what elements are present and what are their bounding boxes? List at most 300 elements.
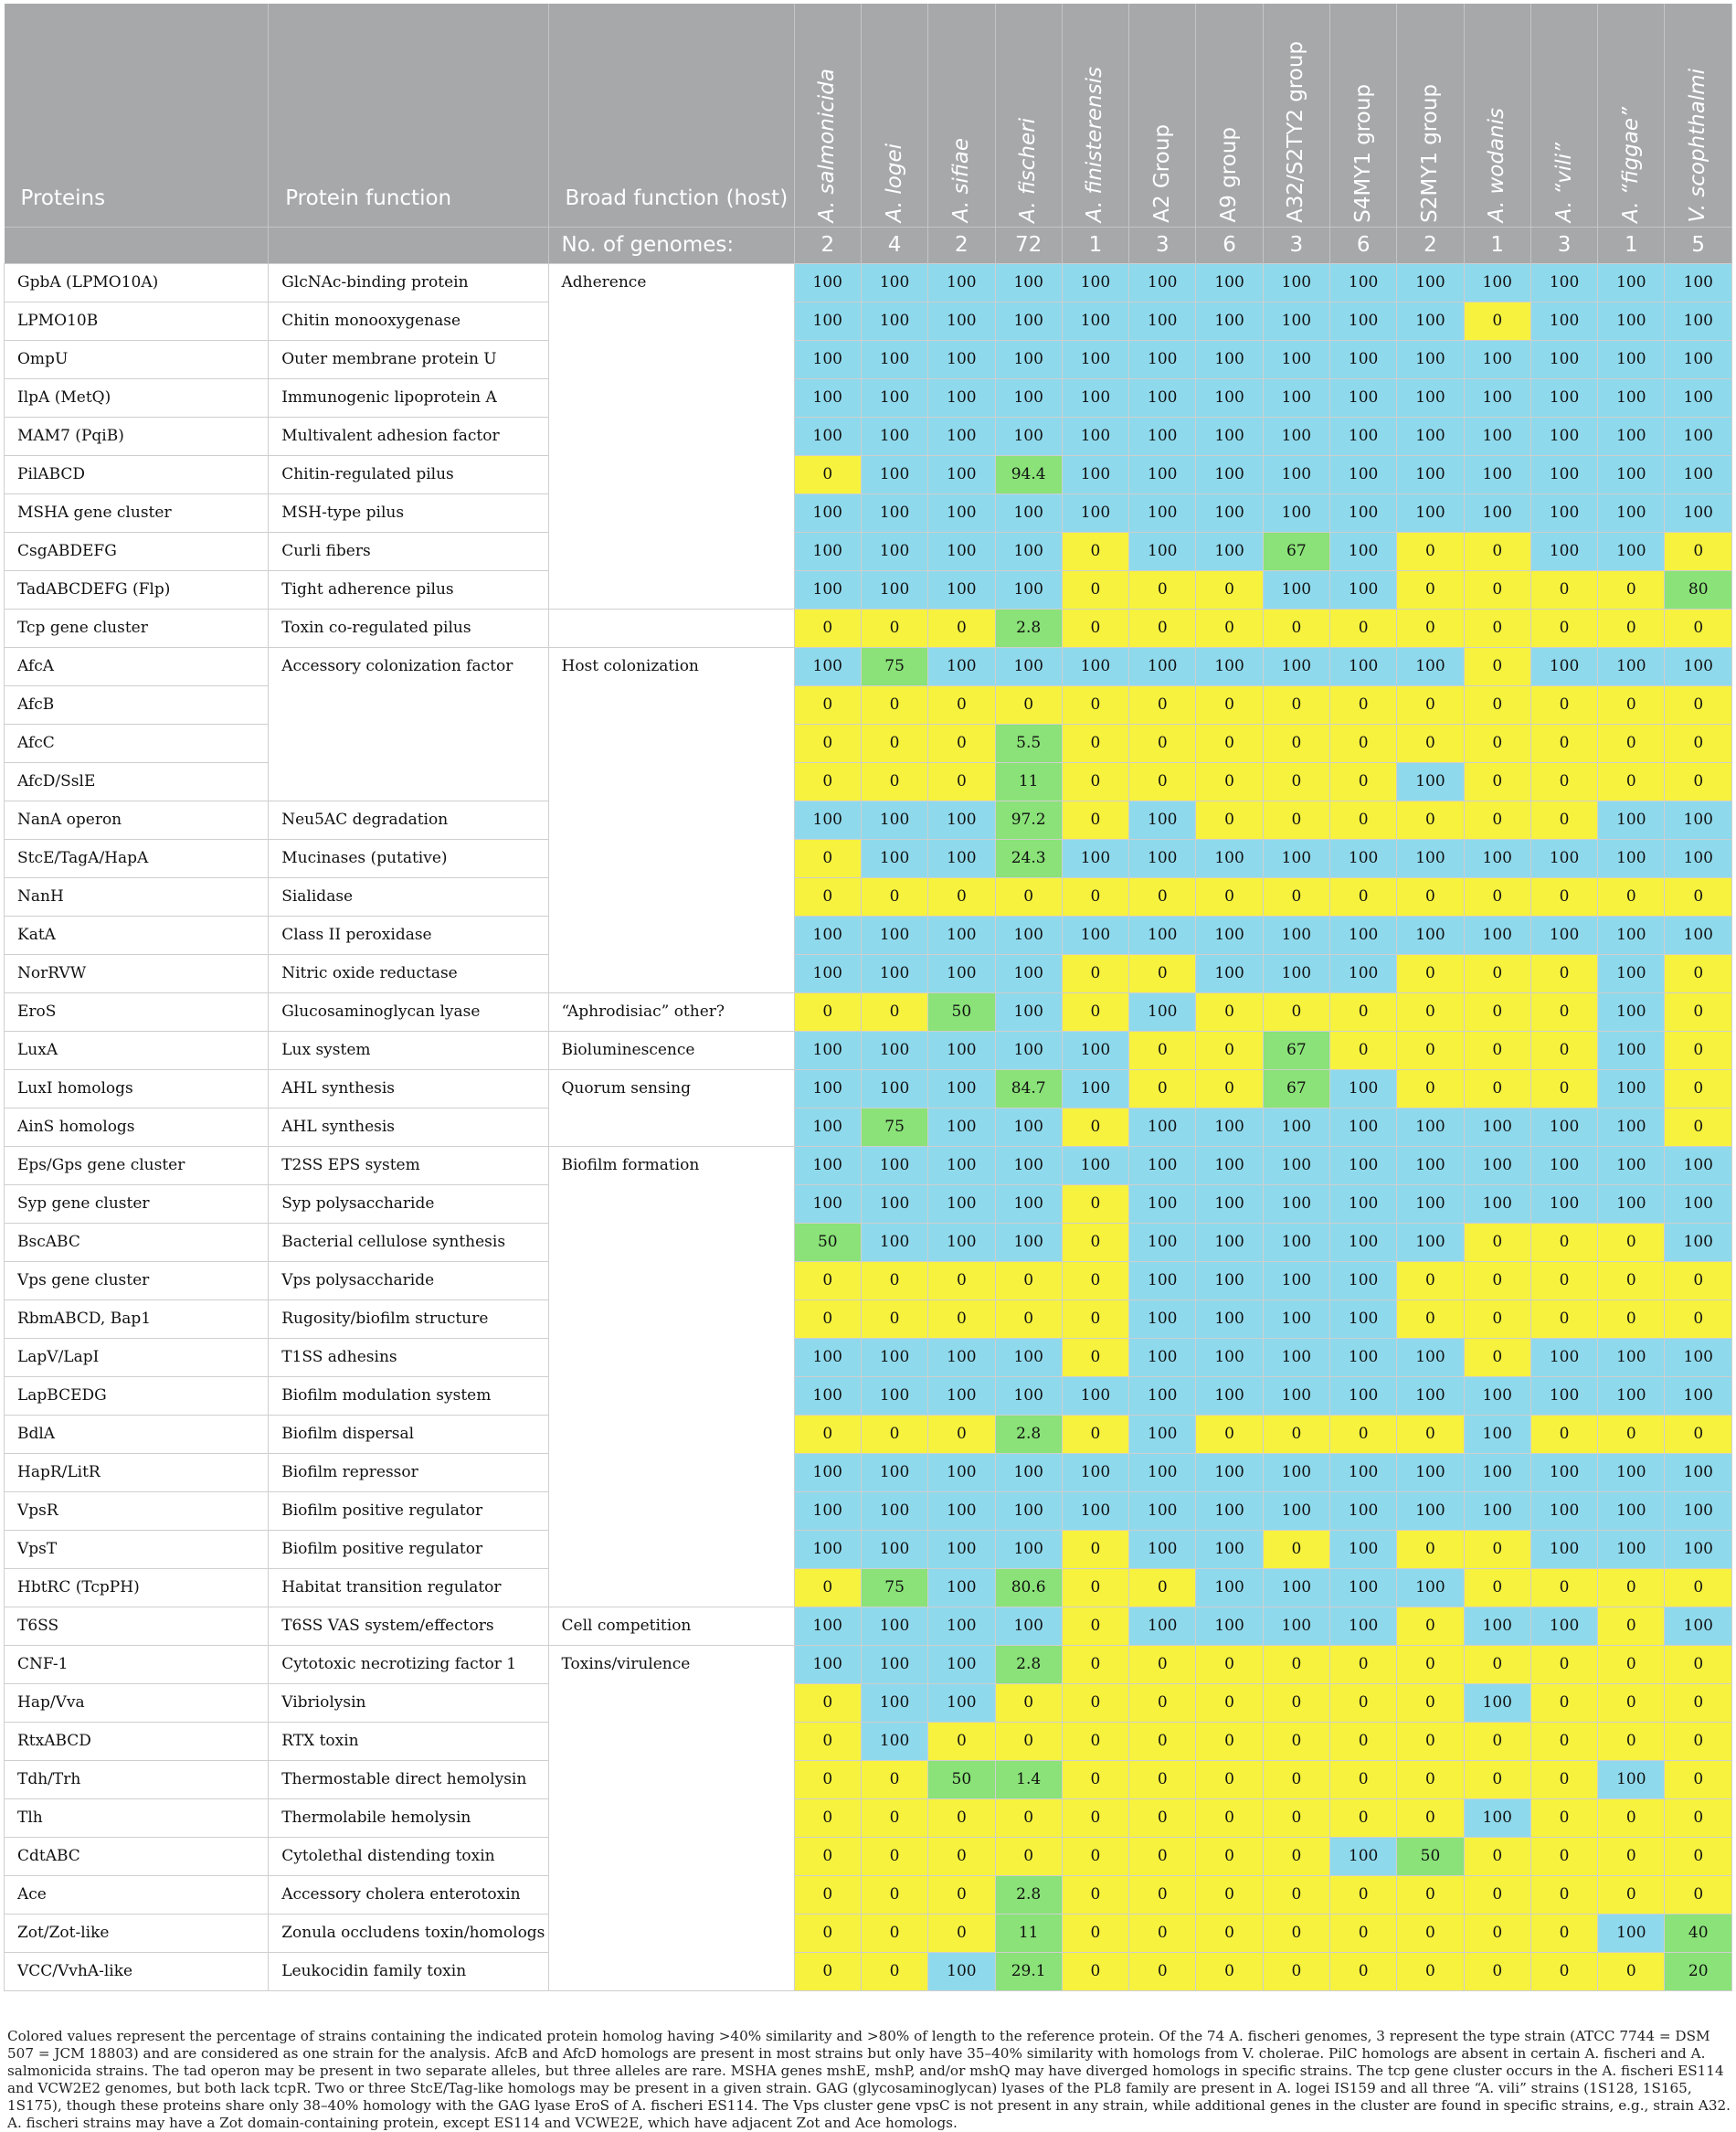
value-cell: 0 <box>1196 992 1263 1031</box>
value-cell: 100 <box>995 1146 1062 1184</box>
table-footnote: Colored values represent the percentage of strains containing the indicated protein homolog having >40% similarity and >80% of length to the reference protein. Of the 74 A. fischeri genomes, 3 represent the type strain (ATCC 7744 = DSM 507 = JCM 18803) and are considered as one strain for the analysis. AfcB and AfcD homologs are present in most strains but only have 35–40% similarity with homologs from V. cholerae. PilC homologs are absent in certain A. fischeri and A. salmonicida strains. The tad operon may be present in two separate alleles, but three alleles are rare. MSHA genes mshE, mshP, and/or mshQ may have diverged homologs in specific strains. The tcp gene cluster occurs in the A. fischeri ES114 and VCW2E2 genomes, but both lack tcpR. Two or three StcE/Tag-like homologs may be present in a given strain. GAG (glycosaminoglycan) lyases of the PL8 family are present in A. logei IS159 and all three “A. vili” strains (1S128, 1S165, 1S175), though these proteins share only 38–40% homology with the GAG lyase EroS of A. fischeri ES114. The Vps cluster gene vpsC is not present in any strain, while additional genes in the cluster are found in specific strains, e.g., strain A32. A. fischeri strains may have a Zot domain-containing protein, except ES114 and VCWE2E, which have adjacent Zot and Ace homologs. <box>7 2028 1731 2131</box>
value-cell: 100 <box>1397 1146 1464 1184</box>
table-row <box>5 1223 1732 1261</box>
value-cell: 100 <box>1665 493 1732 532</box>
value-cell: 100 <box>861 417 927 455</box>
value-cell: 0 <box>1062 570 1128 609</box>
value-cell: 0 <box>1263 1914 1329 1952</box>
value-cell: 100 <box>861 1338 927 1376</box>
value-cell: 100 <box>1665 839 1732 877</box>
value-cell: 100 <box>794 1645 861 1683</box>
value-cell: 100 <box>794 1530 861 1568</box>
value-cell: 0 <box>1464 1645 1530 1683</box>
value-cell: 100 <box>1665 417 1732 455</box>
table-row <box>5 916 1732 954</box>
value-cell: 100 <box>1397 916 1464 954</box>
value-cell: 0 <box>1062 1568 1128 1607</box>
value-cell: 0 <box>1062 1645 1128 1683</box>
value-cell: 0 <box>1464 1299 1530 1338</box>
value-cell: 100 <box>1397 302 1464 340</box>
value-cell: 0 <box>1263 1875 1329 1914</box>
value-cell: 100 <box>1665 1223 1732 1261</box>
protein-name: PilABCD <box>5 455 269 493</box>
value-cell: 100 <box>1530 839 1597 877</box>
value-cell: 100 <box>861 1031 927 1069</box>
table-row <box>5 762 1732 801</box>
value-cell: 0 <box>1196 724 1263 762</box>
value-cell: 100 <box>1196 340 1263 378</box>
value-cell: 100 <box>1530 1453 1597 1491</box>
value-cell: 100 <box>1330 532 1397 570</box>
table-row <box>5 647 1732 685</box>
value-cell: 0 <box>1397 685 1464 724</box>
value-cell: 0 <box>1397 1031 1464 1069</box>
value-cell: 0 <box>1062 1607 1128 1645</box>
value-cell: 100 <box>1598 1453 1665 1491</box>
protein-function: T6SS VAS system/effectors <box>269 1607 548 1645</box>
value-cell: 0 <box>1464 302 1530 340</box>
value-cell: 100 <box>1330 417 1397 455</box>
genome-count-spacer-2 <box>269 227 548 263</box>
protein-function: Biofilm positive regulator <box>269 1491 548 1530</box>
table-row <box>5 1338 1732 1376</box>
value-cell: 29.1 <box>995 1952 1062 1990</box>
value-cell: 100 <box>1397 417 1464 455</box>
value-cell: 100 <box>794 1338 861 1376</box>
value-cell: 100 <box>1129 1223 1196 1261</box>
value-cell: 100 <box>794 1069 861 1108</box>
value-cell: 100 <box>1062 1146 1128 1184</box>
value-cell: 84.7 <box>995 1069 1062 1108</box>
table-row <box>5 992 1732 1031</box>
value-cell: 0 <box>1397 1261 1464 1299</box>
value-cell: 0 <box>1397 1914 1464 1952</box>
value-cell: 0 <box>794 724 861 762</box>
table-row <box>5 1952 1732 1990</box>
value-cell: 94.4 <box>995 455 1062 493</box>
value-cell: 0 <box>1129 724 1196 762</box>
value-cell: 100 <box>928 493 995 532</box>
value-cell: 100 <box>1665 340 1732 378</box>
value-cell: 0 <box>861 1837 927 1875</box>
value-cell: 100 <box>794 801 861 839</box>
value-cell: 0 <box>1464 954 1530 992</box>
value-cell: 100 <box>928 1031 995 1069</box>
column-header <box>1598 4 1665 227</box>
value-cell: 67 <box>1263 1031 1329 1069</box>
value-cell: 0 <box>1530 801 1597 839</box>
value-cell: 0 <box>794 1760 861 1798</box>
value-cell: 100 <box>1263 1376 1329 1415</box>
value-cell: 100 <box>861 1453 927 1491</box>
value-cell: 100 <box>1263 1491 1329 1530</box>
value-cell: 0 <box>861 609 927 647</box>
value-cell: 0 <box>1129 1568 1196 1607</box>
value-cell: 0 <box>1062 1683 1128 1722</box>
value-cell: 100 <box>928 340 995 378</box>
value-cell: 100 <box>1530 1184 1597 1223</box>
value-cell: 0 <box>1530 1798 1597 1837</box>
value-cell: 100 <box>1464 417 1530 455</box>
value-cell: 0 <box>1530 1645 1597 1683</box>
value-cell: 100 <box>1196 1223 1263 1261</box>
value-cell: 100 <box>995 1108 1062 1146</box>
value-cell: 0 <box>1062 801 1128 839</box>
column-header <box>995 4 1062 227</box>
value-cell: 0 <box>1530 1223 1597 1261</box>
value-cell: 100 <box>1263 839 1329 877</box>
value-cell: 0 <box>1665 1645 1732 1683</box>
value-cell: 0 <box>1464 609 1530 647</box>
protein-name: LuxI homologs <box>5 1069 269 1108</box>
value-cell: 100 <box>1397 455 1464 493</box>
value-cell: 100 <box>1665 647 1732 685</box>
value-cell: 0 <box>928 724 995 762</box>
table-row <box>5 1299 1732 1338</box>
value-cell: 0 <box>1598 762 1665 801</box>
broad-function: Host colonization <box>548 647 794 992</box>
protein-function: Accessory colonization factor <box>269 647 548 801</box>
value-cell: 100 <box>1464 1491 1530 1530</box>
value-cell: 0 <box>1129 877 1196 916</box>
value-cell: 100 <box>794 1031 861 1069</box>
value-cell: 100 <box>1062 378 1128 417</box>
value-cell: 0 <box>928 1415 995 1453</box>
value-cell: 0 <box>1263 1530 1329 1568</box>
genome-count: 3 <box>1129 227 1196 263</box>
value-cell: 100 <box>1598 417 1665 455</box>
value-cell: 0 <box>995 685 1062 724</box>
value-cell: 0 <box>794 1914 861 1952</box>
protein-name: GpbA (LPMO10A) <box>5 263 269 302</box>
value-cell: 0 <box>1196 570 1263 609</box>
value-cell: 0 <box>1397 1875 1464 1914</box>
value-cell: 0 <box>995 1837 1062 1875</box>
value-cell: 100 <box>1665 1376 1732 1415</box>
value-cell: 0 <box>794 609 861 647</box>
value-cell: 100 <box>1129 378 1196 417</box>
value-cell: 0 <box>1665 1568 1732 1607</box>
value-cell: 0 <box>1598 609 1665 647</box>
value-cell: 100 <box>1464 1683 1530 1722</box>
value-cell: 100 <box>1530 493 1597 532</box>
value-cell: 100 <box>995 263 1062 302</box>
value-cell: 100 <box>1530 1491 1597 1530</box>
value-cell: 0 <box>1665 609 1732 647</box>
value-cell: 100 <box>1062 647 1128 685</box>
value-cell: 0 <box>1062 1798 1128 1837</box>
value-cell: 100 <box>861 1530 927 1568</box>
value-cell: 100 <box>1598 263 1665 302</box>
protein-name: NanH <box>5 877 269 916</box>
value-cell: 100 <box>1598 801 1665 839</box>
value-cell: 100 <box>1330 1069 1397 1108</box>
genome-count-row <box>5 227 1732 263</box>
value-cell: 0 <box>1397 1683 1464 1722</box>
value-cell: 0 <box>995 1798 1062 1837</box>
value-cell: 100 <box>794 1184 861 1223</box>
value-cell: 100 <box>1330 1299 1397 1338</box>
protein-name: EroS <box>5 992 269 1031</box>
value-cell: 0 <box>794 877 861 916</box>
value-cell: 100 <box>794 263 861 302</box>
value-cell: 100 <box>1129 992 1196 1031</box>
value-cell: 0 <box>1330 1645 1397 1683</box>
protein-function: Bacterial cellulose synthesis <box>269 1223 548 1261</box>
value-cell: 100 <box>1062 839 1128 877</box>
table-row <box>5 1683 1732 1722</box>
protein-name: HbtRC (TcpPH) <box>5 1568 269 1607</box>
value-cell: 0 <box>1530 992 1597 1031</box>
value-cell: 0 <box>1598 877 1665 916</box>
value-cell: 100 <box>995 1031 1062 1069</box>
column-header-label: A2 Group <box>1149 123 1174 223</box>
protein-name: Tcp gene cluster <box>5 609 269 647</box>
value-cell: 100 <box>1464 493 1530 532</box>
value-cell: 100 <box>1196 1338 1263 1376</box>
value-cell: 0 <box>1665 1069 1732 1108</box>
value-cell: 100 <box>1062 916 1128 954</box>
value-cell: 0 <box>1665 1108 1732 1146</box>
value-cell: 100 <box>995 954 1062 992</box>
value-cell: 100 <box>928 1338 995 1376</box>
value-cell: 0 <box>1530 1722 1597 1760</box>
value-cell: 0 <box>1397 1299 1464 1338</box>
value-cell: 100 <box>1665 1184 1732 1223</box>
value-cell: 0 <box>1263 992 1329 1031</box>
value-cell: 100 <box>1598 1914 1665 1952</box>
value-cell: 0 <box>1196 1875 1263 1914</box>
value-cell: 100 <box>1196 532 1263 570</box>
value-cell: 100 <box>794 647 861 685</box>
genome-count: 3 <box>1263 227 1329 263</box>
protein-name: AfcD/SslE <box>5 762 269 801</box>
column-header-label: A. “vili” <box>1551 143 1576 223</box>
value-cell: 100 <box>1530 1376 1597 1415</box>
value-cell: 100 <box>995 992 1062 1031</box>
table-row <box>5 1914 1732 1952</box>
value-cell: 100 <box>1598 302 1665 340</box>
header-broad-function <box>548 4 794 227</box>
column-header <box>1665 4 1732 227</box>
value-cell: 0 <box>794 1568 861 1607</box>
protein-name: Zot/Zot-like <box>5 1914 269 1952</box>
value-cell: 100 <box>1397 762 1464 801</box>
value-cell: 100 <box>995 647 1062 685</box>
protein-name: LuxA <box>5 1031 269 1069</box>
value-cell: 0 <box>1196 609 1263 647</box>
value-cell: 100 <box>794 1607 861 1645</box>
protein-function: AHL synthesis <box>269 1069 548 1108</box>
value-cell: 100 <box>1598 1760 1665 1798</box>
value-cell: 100 <box>1263 493 1329 532</box>
value-cell: 100 <box>928 801 995 839</box>
value-cell: 100 <box>1598 1031 1665 1069</box>
value-cell: 0 <box>1330 1722 1397 1760</box>
value-cell: 100 <box>1129 1338 1196 1376</box>
value-cell: 100 <box>1196 1530 1263 1568</box>
value-cell: 100 <box>928 1184 995 1223</box>
genome-count-label: No. of genomes: <box>548 227 794 263</box>
value-cell: 0 <box>1598 570 1665 609</box>
value-cell: 0 <box>1665 877 1732 916</box>
protein-function: Vibriolysin <box>269 1683 548 1722</box>
protein-function: Nitric oxide reductase <box>269 954 548 992</box>
value-cell: 100 <box>794 302 861 340</box>
value-cell: 0 <box>1598 1415 1665 1453</box>
value-cell: 0 <box>1464 1952 1530 1990</box>
protein-name: Tdh/Trh <box>5 1760 269 1798</box>
value-cell: 100 <box>995 378 1062 417</box>
value-cell: 100 <box>1598 455 1665 493</box>
table-row <box>5 1530 1732 1568</box>
value-cell: 100 <box>1330 1453 1397 1491</box>
value-cell: 100 <box>1263 455 1329 493</box>
value-cell: 0 <box>861 1952 927 1990</box>
value-cell: 0 <box>1530 724 1597 762</box>
value-cell: 100 <box>1530 417 1597 455</box>
genome-count: 2 <box>928 227 995 263</box>
value-cell: 100 <box>1464 263 1530 302</box>
value-cell: 0 <box>1062 1952 1128 1990</box>
table-row <box>5 1837 1732 1875</box>
value-cell: 100 <box>1263 570 1329 609</box>
value-cell: 0 <box>1062 1530 1128 1568</box>
table-row <box>5 1184 1732 1223</box>
value-cell: 0 <box>794 1261 861 1299</box>
protein-name: TadABCDEFG (Flp) <box>5 570 269 609</box>
protein-function: Habitat transition regulator <box>269 1568 548 1607</box>
value-cell: 100 <box>1196 455 1263 493</box>
table-row <box>5 1146 1732 1184</box>
value-cell: 100 <box>1263 1568 1329 1607</box>
value-cell: 100 <box>1530 378 1597 417</box>
column-header <box>1196 4 1263 227</box>
column-header-label: A. sifiae <box>948 138 973 223</box>
value-cell: 0 <box>1263 1798 1329 1837</box>
protein-function: AHL synthesis <box>269 1108 548 1146</box>
value-cell: 100 <box>1263 916 1329 954</box>
protein-function: Curli fibers <box>269 532 548 570</box>
table-row <box>5 1568 1732 1607</box>
value-cell: 100 <box>1263 1184 1329 1223</box>
value-cell: 100 <box>1196 1146 1263 1184</box>
value-cell: 50 <box>1397 1837 1464 1875</box>
protein-function: Cytotoxic necrotizing factor 1 <box>269 1645 548 1683</box>
genome-count: 4 <box>861 227 927 263</box>
value-cell: 0 <box>1129 1722 1196 1760</box>
table-row <box>5 302 1732 340</box>
value-cell: 100 <box>1464 1376 1530 1415</box>
value-cell: 2.8 <box>995 1875 1062 1914</box>
genome-count: 1 <box>1464 227 1530 263</box>
value-cell: 0 <box>1062 1914 1128 1952</box>
genome-count: 72 <box>995 227 1062 263</box>
value-cell: 0 <box>1464 647 1530 685</box>
table-row <box>5 417 1732 455</box>
value-cell: 100 <box>794 1491 861 1530</box>
protein-name: StcE/TagA/HapA <box>5 839 269 877</box>
value-cell: 0 <box>1129 1914 1196 1952</box>
value-cell: 0 <box>1196 1683 1263 1722</box>
value-cell: 100 <box>1196 916 1263 954</box>
value-cell: 100 <box>1397 839 1464 877</box>
protein-name: NorRVW <box>5 954 269 992</box>
protein-function: Vps polysaccharide <box>269 1261 548 1299</box>
value-cell: 100 <box>861 1376 927 1415</box>
protein-function: Outer membrane protein U <box>269 340 548 378</box>
value-cell: 0 <box>1530 1568 1597 1607</box>
value-cell: 0 <box>1397 724 1464 762</box>
protein-name: NanA operon <box>5 801 269 839</box>
value-cell: 0 <box>1062 1184 1128 1223</box>
value-cell: 100 <box>1129 916 1196 954</box>
value-cell: 0 <box>1330 1415 1397 1453</box>
value-cell: 100 <box>1330 493 1397 532</box>
value-cell: 100 <box>1263 417 1329 455</box>
protein-name: LapBCEDG <box>5 1376 269 1415</box>
value-cell: 100 <box>928 455 995 493</box>
value-cell: 100 <box>1196 1376 1263 1415</box>
broad-function: Biofilm formation <box>548 1146 794 1607</box>
value-cell: 100 <box>1464 1798 1530 1837</box>
value-cell: 50 <box>928 1760 995 1798</box>
value-cell: 100 <box>1397 1491 1464 1530</box>
value-cell: 100 <box>794 1376 861 1415</box>
value-cell: 100 <box>1129 1261 1196 1299</box>
value-cell: 0 <box>1263 1683 1329 1722</box>
value-cell: 100 <box>1330 1607 1397 1645</box>
value-cell: 100 <box>995 1376 1062 1415</box>
value-cell: 0 <box>1196 1069 1263 1108</box>
value-cell: 100 <box>861 1722 927 1760</box>
value-cell: 0 <box>1129 609 1196 647</box>
value-cell: 100 <box>1330 1530 1397 1568</box>
value-cell: 100 <box>995 340 1062 378</box>
value-cell: 100 <box>861 1146 927 1184</box>
value-cell: 0 <box>1464 1760 1530 1798</box>
value-cell: 100 <box>1665 302 1732 340</box>
protein-function: Cytolethal distending toxin <box>269 1837 548 1875</box>
value-cell: 0 <box>1665 1760 1732 1798</box>
value-cell: 0 <box>861 1299 927 1338</box>
value-cell: 0 <box>794 1722 861 1760</box>
value-cell: 100 <box>861 1683 927 1722</box>
value-cell: 0 <box>794 1875 861 1914</box>
value-cell: 100 <box>1665 801 1732 839</box>
column-header-label: A. finisterensis <box>1083 67 1107 223</box>
value-cell: 100 <box>1598 1376 1665 1415</box>
value-cell: 100 <box>1263 954 1329 992</box>
protein-name: T6SS <box>5 1607 269 1645</box>
value-cell: 0 <box>1598 1645 1665 1683</box>
value-cell: 100 <box>1196 954 1263 992</box>
value-cell: 80 <box>1665 570 1732 609</box>
value-cell: 100 <box>861 1491 927 1530</box>
value-cell: 0 <box>1665 762 1732 801</box>
value-cell: 24.3 <box>995 839 1062 877</box>
protein-name: AfcA <box>5 647 269 685</box>
value-cell: 0 <box>1530 1760 1597 1798</box>
value-cell: 0 <box>1397 1722 1464 1760</box>
value-cell: 0 <box>1196 1760 1263 1798</box>
value-cell: 0 <box>1397 954 1464 992</box>
value-cell: 0 <box>928 1299 995 1338</box>
value-cell: 100 <box>1598 916 1665 954</box>
table-row <box>5 455 1732 493</box>
value-cell: 100 <box>861 839 927 877</box>
value-cell: 0 <box>1464 1568 1530 1607</box>
